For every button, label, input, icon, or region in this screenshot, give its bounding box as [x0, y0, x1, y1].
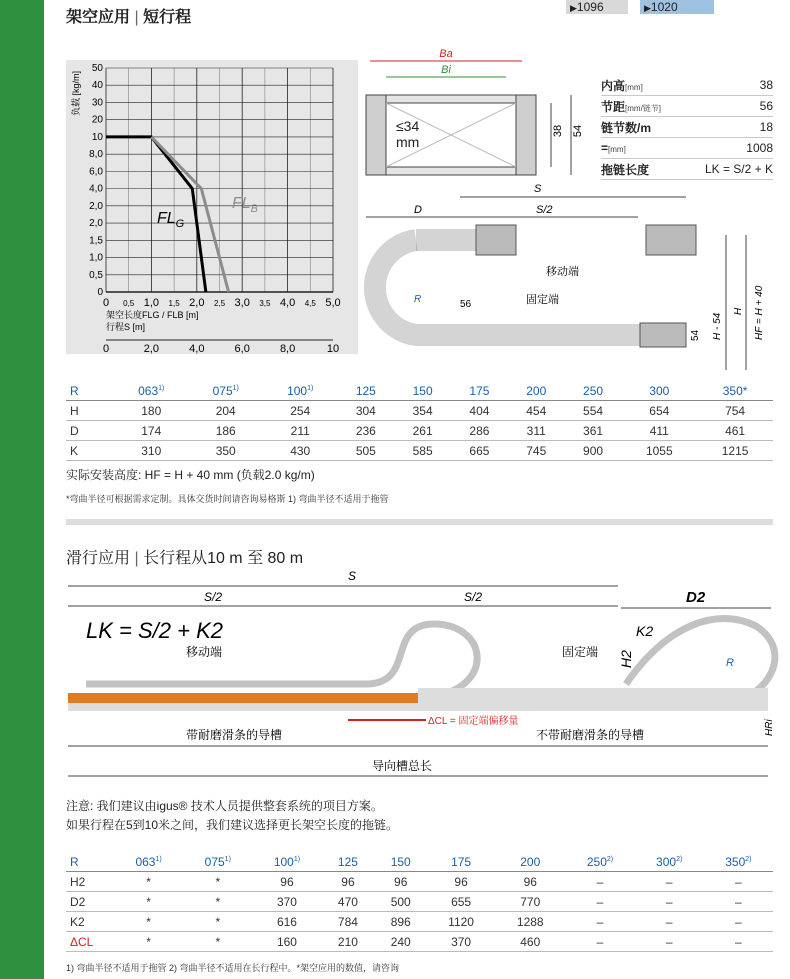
table-cell: 554 [565, 401, 622, 421]
table-cell: 754 [697, 401, 773, 421]
table-cell: * [114, 872, 183, 892]
h-minus-54-label: H - 54 [712, 312, 723, 340]
table-cell: * [114, 912, 183, 932]
s2-right-label: S/2 [464, 590, 483, 604]
moving-end-label: 移动端 [546, 266, 579, 278]
table-cell: 311 [508, 421, 565, 441]
radius-table-long [66, 852, 773, 952]
table-cell: * [183, 872, 252, 892]
table-cell: 585 [394, 441, 451, 461]
table-cell: * [183, 932, 252, 952]
table-cell: 286 [451, 421, 508, 441]
x-tick-label: 4,0 [279, 297, 296, 309]
table-cell: H2 [66, 872, 114, 892]
header-cell: 300$^{2)}$ [635, 852, 704, 872]
fixed-end-block [640, 323, 686, 347]
table-cell: 304 [337, 401, 394, 421]
table-cell: 96 [322, 872, 375, 892]
ba-label: Ba [439, 48, 453, 60]
table-row [66, 401, 773, 421]
k2-label: K2 [636, 623, 654, 639]
table-cell: 896 [374, 912, 427, 932]
table-cell: – [635, 912, 704, 932]
table-cell: 1215 [697, 441, 773, 461]
header-cell: R [66, 381, 114, 401]
spec-row: 链节数/m 18 [601, 117, 773, 138]
ref1-label: 1096 [576, 0, 604, 14]
flg-label: $FL_G$ [157, 210, 185, 230]
play-icon: ▶ [644, 3, 651, 13]
series-FLG [106, 137, 206, 292]
table-cell: – [565, 912, 634, 932]
y-tick-label: 10 [91, 131, 103, 143]
hf-label: HF = H + 40 [754, 285, 765, 340]
total-length-label: 导向槽总长 [372, 759, 433, 773]
y-ticks [89, 63, 103, 298]
installation-height-note: 实际安装高度: HF = H + 40 mm (负载2.0 kg/m) [66, 468, 315, 482]
table-cell: K2 [66, 912, 114, 932]
y-tick-label: 8,0 [89, 149, 103, 161]
table-row [66, 892, 773, 912]
header-cell: 300 [621, 381, 697, 401]
table-cell: 1055 [621, 441, 697, 461]
outer-height-label: 54 [572, 124, 584, 138]
table-cell: – [704, 872, 773, 892]
table-cell: 460 [495, 932, 565, 952]
header-cell: 175 [427, 852, 495, 872]
x-tick-label: 3,0 [234, 297, 250, 309]
y-tick-label: 1,5 [89, 235, 103, 247]
table2-footnote: 1) 弯曲半径不适用于拖管 2) 弯曲半径不适用在长行程中。*架空应用的数值，请咨询 [66, 963, 400, 973]
s2-label: S/2 [536, 204, 553, 216]
s-label: S [348, 569, 357, 583]
header-cell: 350$^{2)}$ [704, 852, 773, 872]
x2-tick-label: 0 [102, 343, 110, 355]
bi-label: Bi [441, 64, 451, 76]
table-cell: – [704, 932, 773, 952]
table-cell: 370 [252, 892, 321, 912]
spec-table [601, 75, 773, 180]
header-cell: 100$^{1)}$ [252, 852, 321, 872]
x-tick-label: 1,0 [143, 297, 160, 309]
table-cell: 240 [374, 932, 427, 952]
table-cell: 430 [263, 441, 337, 461]
radius-table-short [66, 381, 773, 461]
table-cell: – [704, 912, 773, 932]
table-cell: – [565, 872, 634, 892]
header-cell: 350* [697, 381, 773, 401]
x2-axis-label: 行程S [m] [106, 322, 146, 332]
header-cell: 075$^{1)}$ [183, 852, 252, 872]
header-cell: 150 [374, 852, 427, 872]
link-top-bar [386, 95, 516, 103]
table-cell: 616 [252, 912, 321, 932]
table-cell: 211 [263, 421, 337, 441]
pitch-label: 56 [460, 299, 472, 310]
table-row [66, 441, 773, 461]
table-cell: * [183, 912, 252, 932]
table-cell: ΔCL [66, 932, 114, 952]
length-formula: LK = S/2 + K2 [86, 618, 223, 643]
y-tick-label: 40 [91, 80, 103, 92]
spec-row: 内高[mm] 38 [601, 75, 773, 96]
x-tick-label: 1,5 [168, 299, 180, 308]
y-tick-label: 2,0 [89, 218, 103, 230]
radius-label: R [726, 657, 734, 669]
delta-cl-label: ΔCL = 固定端偏移量 [428, 716, 519, 727]
x2-ticks [103, 340, 339, 355]
table-cell: * [114, 932, 183, 952]
header-cell: 200 [508, 381, 565, 401]
table-row [66, 872, 773, 892]
table-cell: 261 [394, 421, 451, 441]
x2-tick-label: 2,0 [143, 343, 160, 355]
y-tick-label: 6,0 [89, 166, 103, 178]
y-tick-label: 2,0 [89, 200, 103, 212]
x2-tick-label: 10 [326, 343, 340, 355]
header-cell: R [66, 852, 114, 872]
max-width-value: ≤34 [396, 118, 420, 134]
table-cell: 770 [495, 892, 565, 912]
table-cell: 180 [114, 401, 188, 421]
table-cell: 96 [427, 872, 495, 892]
table-cell: K [66, 441, 114, 461]
ref-link-1020[interactable] [640, 0, 714, 14]
play-icon: ▶ [570, 3, 577, 13]
table-cell: 210 [322, 932, 375, 952]
spec-row: =[mm] 1008 [601, 138, 773, 159]
header-cell: 075$^{1)}$ [188, 381, 262, 401]
table-cell: * [183, 892, 252, 912]
table-cell: – [704, 892, 773, 912]
table-header [66, 381, 773, 401]
inner-height-label: 38 [552, 124, 564, 138]
ref-link-1096[interactable] [566, 0, 628, 14]
table-cell: – [635, 932, 704, 952]
header-cell: 063$^{1)}$ [114, 381, 188, 401]
table-cell: 665 [451, 441, 508, 461]
header-cell: 250$^{2)}$ [565, 852, 634, 872]
long-travel-diagram [66, 566, 776, 782]
table-cell: D [66, 421, 114, 441]
table-cell: H [66, 401, 114, 421]
link-side-right [516, 95, 536, 175]
end-height-label: 54 [690, 329, 701, 341]
header-cell: 125 [322, 852, 375, 872]
x-tick-label: 2,5 [213, 299, 226, 308]
table-cell: 784 [322, 912, 375, 932]
table-cell: 404 [451, 401, 508, 421]
x-tick-label: 0,5 [123, 299, 135, 308]
load-chart [66, 60, 358, 354]
table-cell: 470 [322, 892, 375, 912]
table-cell: 310 [114, 441, 188, 461]
table-cell: 96 [252, 872, 321, 892]
x2-tick-label: 8,0 [279, 343, 296, 355]
table-cell: 350 [188, 441, 262, 461]
moving-end-block [476, 225, 516, 255]
page-title: 架空应用 | 短行程 [66, 9, 192, 26]
h-label: H [733, 307, 744, 315]
table-cell: 186 [188, 421, 262, 441]
table-cell: – [635, 872, 704, 892]
chain-curve [375, 240, 666, 335]
table-cell: 500 [374, 892, 427, 912]
y-tick-label: 1,0 [89, 252, 103, 264]
brand-sidebar [0, 0, 44, 979]
table-cell: 745 [508, 441, 565, 461]
y-tick-label: 0 [97, 287, 103, 298]
table-cell: 354 [394, 401, 451, 421]
y-tick-label: 4,0 [89, 183, 103, 195]
table-cell: * [114, 892, 183, 912]
table-cell: 160 [252, 932, 321, 952]
x-axis-label: 架空长度FLG / FLB [m] [106, 310, 199, 320]
table-cell: 361 [565, 421, 622, 441]
s2-left-label: S/2 [204, 590, 223, 604]
y-tick-label: 30 [91, 97, 103, 109]
table-cell: – [565, 932, 634, 952]
table-cell: – [565, 892, 634, 912]
table-cell: 370 [427, 932, 495, 952]
y-axis-label: 负载 [kg/m] [71, 70, 81, 116]
spec-row: 拖链长度 LK = S/2 + K [601, 159, 773, 180]
travel-note: 如果行程在5到10米之间，我们建议选择更长架空长度的拖链。 [66, 818, 399, 832]
header-cell: 100$^{1)}$ [263, 381, 337, 401]
load-chart-panel [66, 60, 358, 354]
x-tick-label: 2,0 [189, 297, 205, 309]
table-cell: – [635, 892, 704, 912]
link-side-left [366, 95, 386, 175]
table-cell: 461 [697, 421, 773, 441]
d-label: D [414, 204, 422, 216]
header-cell: 250 [565, 381, 622, 401]
radius-label: R [414, 294, 422, 305]
x-tick-label: 4,5 [304, 299, 316, 308]
table1-footnote: *弯曲半径可根据需求定制。具体交货时间请咨询易格斯 1) 弯曲半径不适用于拖管 [66, 494, 389, 504]
fixed-end-label: 固定端 [562, 645, 599, 659]
table-row [66, 932, 773, 952]
header-cell: 150 [394, 381, 451, 401]
table-cell: 454 [508, 401, 565, 421]
table-cell: 411 [621, 421, 697, 441]
table-cell: 900 [565, 441, 622, 461]
table-cell: 236 [337, 421, 394, 441]
x-tick-label: 0 [102, 297, 110, 309]
header-cell: 200 [495, 852, 565, 872]
table-cell: 96 [495, 872, 565, 892]
ref2-label: 1020 [650, 0, 678, 14]
without-strip-label: 不带耐磨滑条的导槽 [536, 728, 645, 742]
with-strip-label: 带耐磨滑条的导槽 [186, 728, 283, 742]
table-cell: 254 [263, 401, 337, 421]
height-dimensions [696, 230, 776, 380]
header-cell: 175 [451, 381, 508, 401]
table-cell: 655 [427, 892, 495, 912]
y-tick-label: 20 [91, 114, 103, 126]
max-width-unit: mm [396, 134, 420, 150]
recommendation-note: 注意: 我们建议由igus® 技术人员提供整套系统的项目方案。 [66, 799, 383, 813]
y-tick-label: 0,5 [89, 269, 103, 281]
x2-tick-label: 4,0 [189, 343, 205, 355]
x-ticks [103, 297, 341, 309]
y-tick-label: 50 [91, 63, 103, 74]
spec-row: 节距[mm/链节] 56 [601, 96, 773, 117]
table-cell: 204 [188, 401, 262, 421]
table-cell: 96 [374, 872, 427, 892]
title-main: 架空应用 [66, 9, 131, 26]
s-label: S [534, 183, 542, 195]
table-cell: 654 [621, 401, 697, 421]
header-cell: 063$^{1)}$ [114, 852, 183, 872]
hri-label: HRi [764, 719, 775, 736]
x2-tick-label: 6,0 [234, 343, 250, 355]
x-tick-label: 5,0 [325, 297, 341, 309]
table-header [66, 852, 773, 872]
section2-title: 滑行应用 | 长行程从10 m 至 80 m [66, 550, 304, 567]
table-row [66, 421, 773, 441]
slide-strip [68, 693, 418, 703]
table-cell: 1288 [495, 912, 565, 932]
table-cell: 1120 [427, 912, 495, 932]
table-cell: 505 [337, 441, 394, 461]
h2-label: H2 [618, 650, 634, 668]
link-bottom-bar [386, 167, 516, 175]
table-row [66, 912, 773, 932]
moving-end-label: 移动端 [186, 645, 223, 659]
header-cell: 125 [337, 381, 394, 401]
table-cell: D2 [66, 892, 114, 912]
flb-label: $FL_B$ [232, 195, 259, 215]
x-tick-label: 3,5 [259, 299, 271, 308]
fixed-end-label: 固定端 [526, 294, 559, 306]
title-sub: 短行程 [143, 9, 192, 26]
d2-label: D2 [686, 589, 706, 606]
section-divider [66, 519, 773, 525]
table-cell: 174 [114, 421, 188, 441]
